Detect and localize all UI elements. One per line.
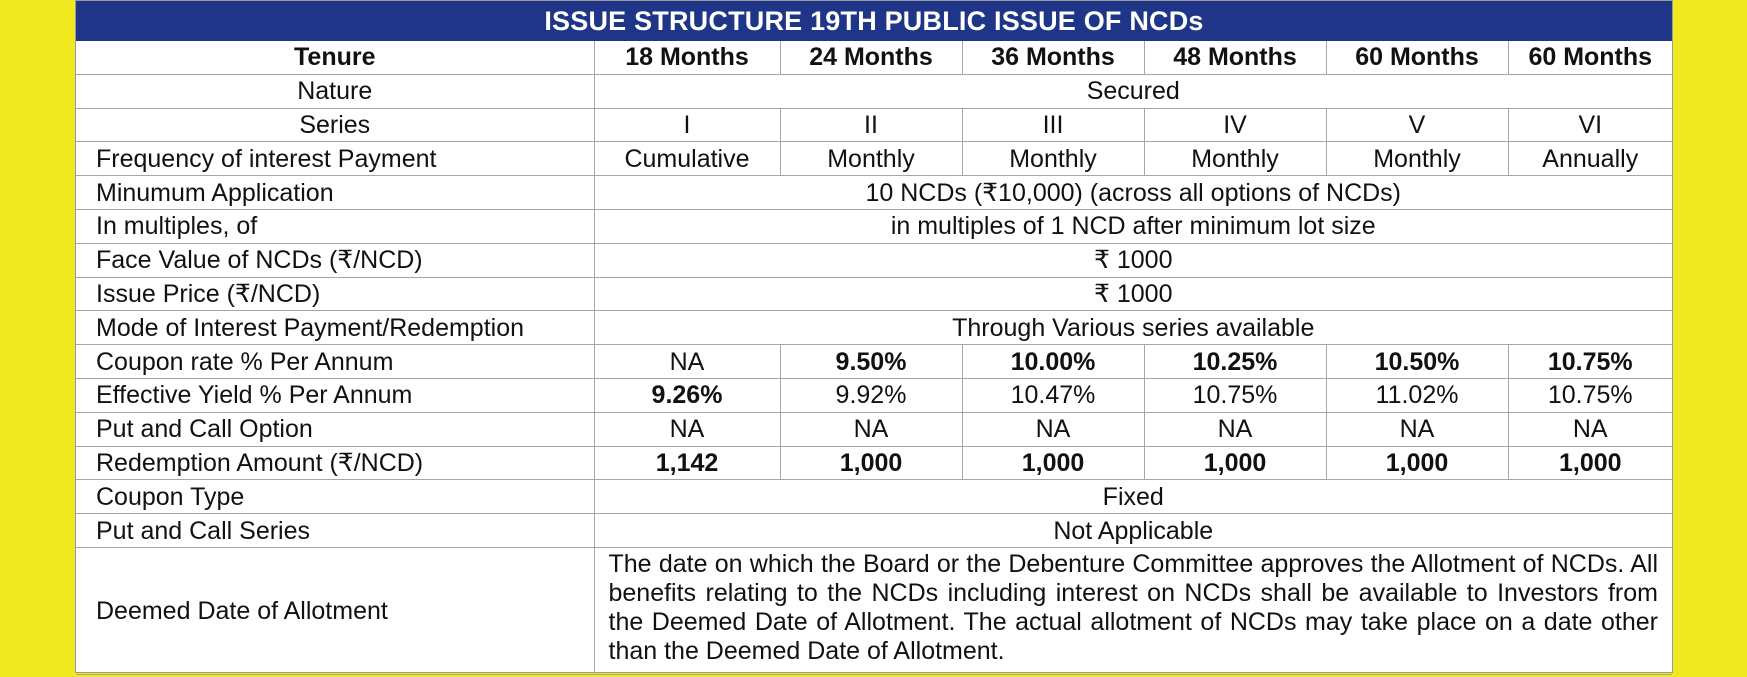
coupon-rate-cell: 10.50% [1326, 345, 1508, 379]
table-row-coupon-type [76, 480, 1672, 514]
nature-value: Secured [594, 74, 1672, 108]
put-call-series-value: Not Applicable [594, 514, 1672, 548]
row-label-put-call-option: Put and Call Option [76, 412, 594, 446]
tenure-header-cell: 48 Months [1144, 41, 1326, 74]
issue-structure-table [76, 41, 1672, 675]
coupon-rate-cell: 10.25% [1144, 345, 1326, 379]
effective-yield-cell: 10.75% [1508, 378, 1672, 412]
effective-yield-cell: 10.47% [962, 378, 1144, 412]
issue-price-value: ₹ 1000 [594, 277, 1672, 311]
row-label-multiples: In multiples, of [76, 209, 594, 243]
effective-yield-cell: 10.75% [1144, 378, 1326, 412]
series-cell: I [594, 108, 780, 142]
series-cell: IV [1144, 108, 1326, 142]
redemption-cell: 1,000 [780, 446, 962, 480]
put-call-option-cell: NA [1144, 412, 1326, 446]
row-label-coupon-type: Coupon Type [76, 480, 594, 514]
tenure-header-cell: 24 Months [780, 41, 962, 74]
tenure-header-cell: 60 Months [1508, 41, 1672, 74]
effective-yield-cell: 11.02% [1326, 378, 1508, 412]
row-label-mode: Mode of Interest Payment/Redemption [76, 311, 594, 345]
table-row-put-call-series [76, 514, 1672, 548]
frequency-cell: Monthly [1326, 142, 1508, 176]
row-label-deemed-date: Deemed Date of Allotment [76, 547, 594, 674]
series-cell: II [780, 108, 962, 142]
coupon-rate-cell: 10.75% [1508, 345, 1672, 379]
coupon-rate-cell: 10.00% [962, 345, 1144, 379]
tenure-header-cell: 18 Months [594, 41, 780, 74]
table-row-face-value [76, 243, 1672, 277]
min-application-value: 10 NCDs (₹10,000) (across all options of NCDs) [594, 176, 1672, 210]
table-row-tenure [76, 41, 1672, 74]
coupon-rate-cell: 9.50% [780, 345, 962, 379]
effective-yield-cell: 9.26% [594, 378, 780, 412]
redemption-cell: 1,142 [594, 446, 780, 480]
row-label-effective-yield: Effective Yield % Per Annum [76, 378, 594, 412]
mode-value: Through Various series available [594, 311, 1672, 345]
table-row-issue-price [76, 277, 1672, 311]
series-cell: III [962, 108, 1144, 142]
tenure-header-cell: 36 Months [962, 41, 1144, 74]
table-row-multiples [76, 209, 1672, 243]
multiples-value: in multiples of 1 NCD after minimum lot size [594, 209, 1672, 243]
row-label-face-value: Face Value of NCDs (₹/NCD) [76, 243, 594, 277]
table-row-put-call-option [76, 412, 1672, 446]
row-label-nature: Nature [76, 74, 594, 108]
table-row-min-application [76, 176, 1672, 210]
table-row-redemption [76, 446, 1672, 480]
frequency-cell: Annually [1508, 142, 1672, 176]
row-label-coupon-rate: Coupon rate % Per Annum [76, 345, 594, 379]
series-cell: V [1326, 108, 1508, 142]
table-row-coupon-rate [76, 345, 1672, 379]
redemption-cell: 1,000 [962, 446, 1144, 480]
redemption-cell: 1,000 [1326, 446, 1508, 480]
coupon-type-value: Fixed [594, 480, 1672, 514]
put-call-option-cell: NA [780, 412, 962, 446]
row-label-issue-price: Issue Price (₹/NCD) [76, 277, 594, 311]
frequency-cell: Monthly [1144, 142, 1326, 176]
frequency-cell: Monthly [962, 142, 1144, 176]
frequency-cell: Cumulative [594, 142, 780, 176]
redemption-cell: 1,000 [1144, 446, 1326, 480]
face-value-value: ₹ 1000 [594, 243, 1672, 277]
table-row-nature [76, 74, 1672, 108]
table-row-frequency [76, 142, 1672, 176]
table-row-effective-yield [76, 378, 1672, 412]
issue-structure-sheet [75, 0, 1673, 673]
put-call-option-cell: NA [1508, 412, 1672, 446]
put-call-option-cell: NA [962, 412, 1144, 446]
table-row-deemed-date [76, 547, 1672, 674]
tenure-header-cell: 60 Months [1326, 41, 1508, 74]
row-label-put-call-series: Put and Call Series [76, 514, 594, 548]
effective-yield-cell: 9.92% [780, 378, 962, 412]
issue-title: ISSUE STRUCTURE 19TH PUBLIC ISSUE OF NCDs [76, 1, 1672, 41]
frequency-cell: Monthly [780, 142, 962, 176]
row-label-series: Series [76, 108, 594, 142]
table-row-series [76, 108, 1672, 142]
table-row-mode [76, 311, 1672, 345]
put-call-option-cell: NA [1326, 412, 1508, 446]
redemption-cell: 1,000 [1508, 446, 1672, 480]
row-label-min-application: Minumum Application [76, 176, 594, 210]
row-label-redemption: Redemption Amount (₹/NCD) [76, 446, 594, 480]
series-cell: VI [1508, 108, 1672, 142]
deemed-date-description: The date on which the Board or the Debenture Committee approves the Allotment of NCDs. All benefits relating to the NCDs including interest on NCDs shall be available to Investors from the Deemed Date of Allotment. The actual allotment of NCDs may take place on a date other than the Deemed Date of Allotment. [594, 547, 1672, 674]
row-label-tenure: Tenure [76, 41, 594, 74]
row-label-frequency: Frequency of interest Payment [76, 142, 594, 176]
coupon-rate-cell: NA [594, 345, 780, 379]
put-call-option-cell: NA [594, 412, 780, 446]
